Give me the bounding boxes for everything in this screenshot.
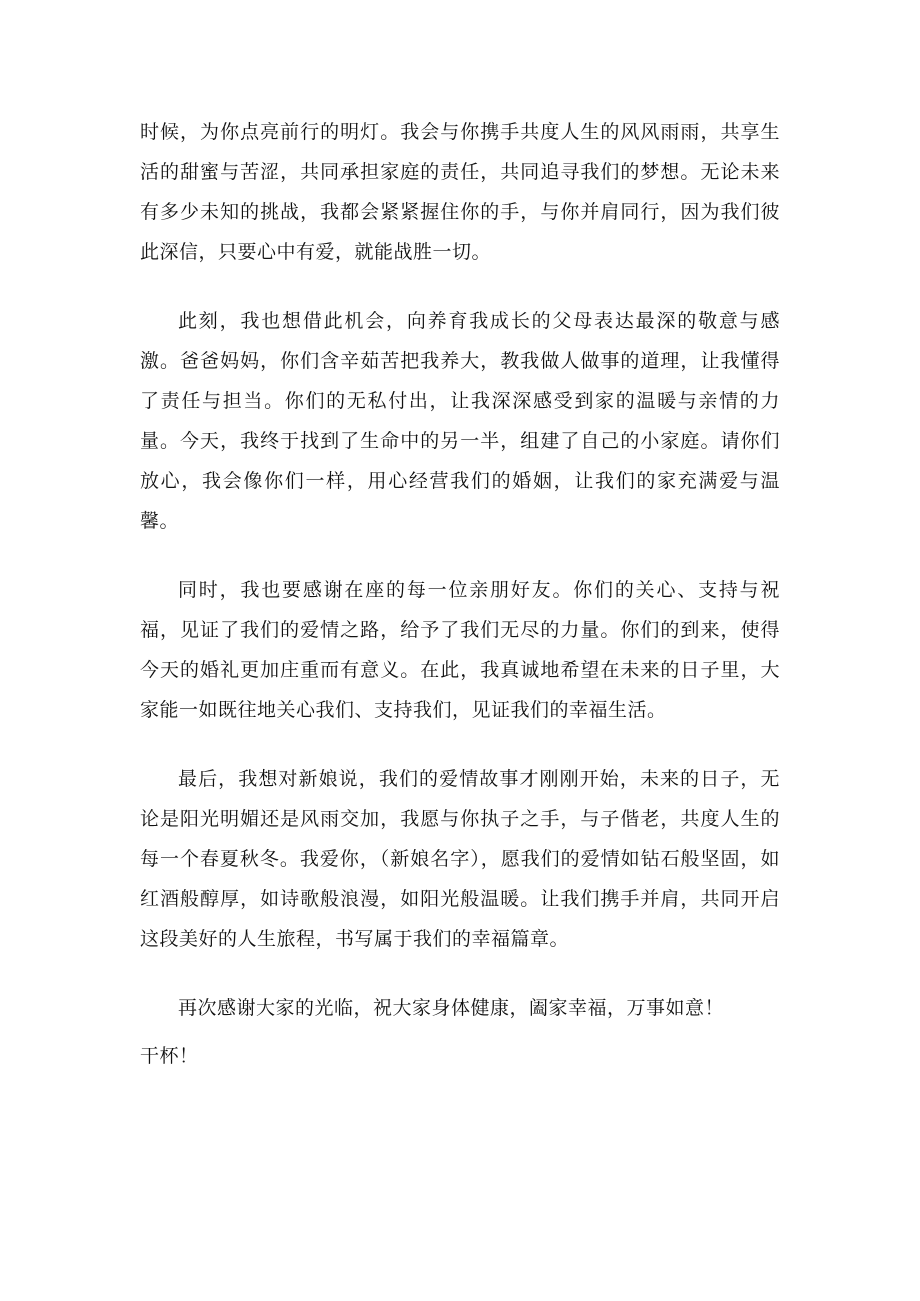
- paragraph-closing-vows: 时候，为你点亮前行的明灯。我会与你携手共度人生的风风雨雨，共享生活的甜蜜与苦涩，共同承担家庭的责任，共同追寻我们的梦想。无论未来有多少未知的挑战，我都会紧紧握住你的手，与你并肩同行，因为我们彼此深信，只要心中有爱，就能战胜一切。: [140, 121, 780, 263]
- paragraph-toast: 干杯！: [140, 1045, 199, 1067]
- paragraph-thanks-parents: 此刻，我也想借此机会，向养育我成长的父母表达最深的敬意与感激。爸爸妈妈，你们含辛茹苦把我养大，教我做人做事的道理，让我懂得了责任与担当。你们的无私付出，让我深深感受到家的温暖与亲情的力量。今天，我终于找到了生命中的另一半，组建了自己的小家庭。请你们放心，我会像你们一样，用心经营我们的婚姻，让我们的家充满爱与温馨。: [140, 310, 780, 532]
- paragraph-thanks-guests: 同时，我也要感谢在座的每一位亲朋好友。你们的关心、支持与祝福，见证了我们的爱情之路，给予了我们无尽的力量。你们的到来，使得今天的婚礼更加庄重而有意义。在此，我真诚地希望在未来的日子里，大家能一如既往地关心我们、支持我们，见证我们的幸福生活。: [140, 579, 780, 721]
- paragraph-final-thanks: 再次感谢大家的光临，祝大家身体健康，阖家幸福，万事如意！: [178, 997, 725, 1019]
- paragraph-to-bride: 最后，我想对新娘说，我们的爱情故事才刚刚开始，未来的日子，无论是阳光明媚还是风雨交加，我愿与你执子之手，与子偕老，共度人生的每一个春夏秋冬。我爱你，（新娘名字），愿我们的爱情如钻石般坚固，如红酒般醇厚，如诗歌般浪漫，如阳光般温暖。让我们携手并肩，共同开启这段美好的人生旅程，书写属于我们的幸福篇章。: [140, 768, 780, 950]
- document-body: [140, 112, 780, 1076]
